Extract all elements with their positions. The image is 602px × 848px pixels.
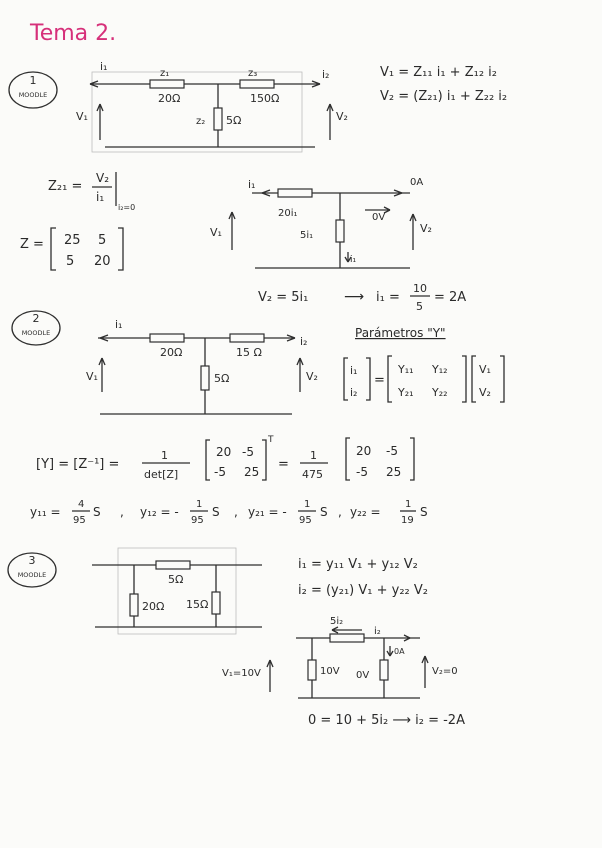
circuit-1 [76, 60, 348, 152]
svg-text:,: , [234, 505, 238, 519]
z-equation-2: V₂ = (Z₂₁) i₁ + Z₂₂ i₂ [380, 89, 508, 104]
svg-text:det[Z]: det[Z] [144, 468, 179, 481]
svg-text:⟶: ⟶ [344, 289, 365, 305]
svg-text:S: S [93, 505, 101, 519]
svg-text:i₁: i₁ [115, 318, 123, 331]
svg-text:-5: -5 [356, 465, 368, 479]
y-equation-matrix [344, 356, 504, 402]
svg-text:z₂: z₂ [196, 116, 206, 127]
svg-text:V₁: V₁ [479, 363, 491, 376]
svg-text:S: S [320, 505, 328, 519]
svg-text:V₁=10V: V₁=10V [222, 668, 261, 679]
svg-text:i₁: i₁ [96, 190, 105, 204]
svg-text:Z₂₁ =: Z₂₁ = [48, 179, 83, 194]
svg-text:475: 475 [302, 468, 323, 481]
svg-text:Z =: Z = [20, 237, 44, 252]
svg-text:V₂ = 5i₁: V₂ = 5i₁ [258, 290, 309, 305]
svg-text:= 2A: = 2A [434, 290, 467, 305]
svg-text:y₂₂ =: y₂₂ = [350, 505, 381, 519]
svg-text:20: 20 [216, 445, 232, 459]
svg-text:5i₁: 5i₁ [300, 230, 314, 241]
svg-text:95: 95 [299, 515, 312, 526]
svg-text:,: , [338, 505, 342, 519]
svg-text:i₂=0: i₂=0 [118, 203, 136, 212]
svg-text:0V: 0V [356, 670, 370, 681]
svg-text:i₁ =: i₁ = [376, 290, 400, 305]
exercise-2 [12, 311, 504, 526]
svg-text:0A: 0A [410, 177, 424, 188]
svg-text:1: 1 [29, 74, 37, 87]
svg-text:19: 19 [401, 515, 414, 526]
svg-text:5: 5 [66, 254, 75, 269]
r2-value: 5Ω [226, 114, 242, 127]
svg-text:25: 25 [386, 465, 402, 479]
svg-text:3: 3 [28, 554, 36, 567]
svg-text:V₂: V₂ [479, 386, 491, 399]
z-equation-1: V₁ = Z₁₁ i₁ + Z₁₂ i₂ [380, 65, 497, 80]
svg-text:20: 20 [94, 254, 111, 269]
svg-text:10: 10 [413, 282, 427, 295]
svg-text:20i₁: 20i₁ [278, 208, 298, 219]
svg-text:S: S [420, 505, 428, 519]
svg-text:Y₂₂: Y₂₂ [432, 386, 448, 399]
y-equation-2: i₂ = (y₂₁) V₁ + y₂₂ V₂ [298, 583, 428, 598]
svg-text:z₁: z₁ [160, 68, 170, 79]
svg-text:-5: -5 [386, 444, 398, 458]
svg-text:=: = [374, 373, 385, 388]
svg-text:25: 25 [244, 465, 260, 479]
resistor-z2 [214, 108, 222, 130]
svg-text:MOODLE: MOODLE [17, 571, 47, 579]
svg-text:y₁₁ =: y₁₁ = [30, 505, 61, 519]
svg-text:V₂: V₂ [420, 222, 432, 235]
svg-text:20Ω: 20Ω [160, 346, 183, 359]
svg-text:2: 2 [32, 312, 40, 325]
svg-text:25: 25 [64, 233, 81, 248]
svg-text:V₂: V₂ [336, 110, 348, 123]
svg-text:MOODLE: MOODLE [21, 329, 51, 337]
sub-circuit-1 [210, 177, 432, 268]
svg-text:5Ω: 5Ω [214, 372, 230, 385]
svg-text:i₁: i₁ [350, 255, 357, 265]
svg-text:V₂: V₂ [306, 370, 318, 383]
y-equation-1: i₁ = y₁₁ V₁ + y₁₂ V₂ [298, 557, 418, 572]
svg-text:i₁: i₁ [248, 178, 256, 191]
svg-text:i₂: i₂ [374, 626, 381, 637]
svg-text:y₂₁ = -: y₂₁ = - [248, 505, 287, 519]
svg-text:MOODLE: MOODLE [18, 91, 48, 99]
svg-text:0V: 0V [372, 212, 386, 223]
svg-text:Y₁₁: Y₁₁ [398, 363, 414, 376]
svg-text:z₃: z₃ [248, 68, 258, 79]
svg-text:V₁: V₁ [76, 110, 88, 123]
moodle-badge-1 [9, 72, 57, 108]
current-i2-label: i₂ [322, 68, 330, 81]
svg-text:5: 5 [416, 300, 423, 313]
moodle-badge-3 [8, 553, 56, 587]
page-title: Tema 2. [30, 21, 117, 46]
exercise-3 [8, 548, 465, 728]
svg-text:95: 95 [73, 515, 86, 526]
z21-definition [48, 171, 135, 212]
y-parameter-values [30, 499, 428, 526]
svg-text:1: 1 [310, 449, 317, 462]
svg-text:V₁: V₁ [86, 370, 98, 383]
current-i1-label: i₁ [100, 60, 108, 73]
y-inverse-expression [36, 435, 414, 481]
svg-text:1: 1 [161, 449, 168, 462]
final-result: 0 = 10 + 5i₂ ⟶ i₂ = -2A [308, 713, 465, 728]
svg-text:y₁₂ = -: y₁₂ = - [140, 505, 179, 519]
svg-text:T: T [268, 435, 274, 445]
svg-text:4: 4 [78, 499, 85, 510]
svg-text:i₁: i₁ [350, 364, 358, 377]
svg-text:5: 5 [98, 233, 107, 248]
svg-text:-5: -5 [214, 465, 226, 479]
resistor-z3 [240, 80, 274, 88]
svg-text:95: 95 [191, 515, 204, 526]
svg-text:1: 1 [405, 499, 412, 510]
svg-text:V₂: V₂ [96, 171, 110, 185]
svg-text:-5: -5 [242, 445, 254, 459]
svg-text:[Y] = [Z⁻¹] =: [Y] = [Z⁻¹] = [36, 457, 120, 472]
resistor-z1 [150, 80, 184, 88]
svg-text:V₂=0: V₂=0 [432, 666, 458, 677]
sub-circuit-3 [222, 616, 458, 698]
svg-text:1: 1 [304, 499, 311, 510]
svg-text:10V: 10V [320, 666, 340, 677]
svg-text:15 Ω: 15 Ω [236, 346, 262, 359]
svg-text:Y₁₂: Y₁₂ [432, 363, 448, 376]
svg-text:5i₂: 5i₂ [330, 616, 344, 627]
svg-text:i₂: i₂ [300, 335, 308, 348]
z-matrix [20, 228, 123, 270]
svg-text:V₁: V₁ [210, 226, 222, 239]
svg-text:1: 1 [196, 499, 203, 510]
svg-text:Y₂₁: Y₂₁ [398, 386, 414, 399]
svg-text:,: , [120, 505, 124, 519]
circuit-2 [86, 318, 318, 414]
result-i1 [258, 282, 466, 313]
r1-value: 20Ω [158, 92, 181, 105]
exercise-1 [9, 60, 507, 313]
svg-text:=: = [278, 457, 289, 472]
svg-text:0A: 0A [394, 647, 405, 656]
circuit-3 [92, 548, 262, 634]
parameters-title: Parámetros "Y" [355, 326, 446, 340]
moodle-badge-2 [12, 311, 60, 345]
r3-value: 150Ω [250, 92, 280, 105]
svg-text:20: 20 [356, 444, 372, 458]
svg-text:S: S [212, 505, 220, 519]
svg-text:20Ω: 20Ω [142, 600, 165, 613]
svg-text:i₂: i₂ [350, 386, 358, 399]
svg-text:15Ω: 15Ω [186, 598, 209, 611]
svg-text:5Ω: 5Ω [168, 573, 184, 586]
